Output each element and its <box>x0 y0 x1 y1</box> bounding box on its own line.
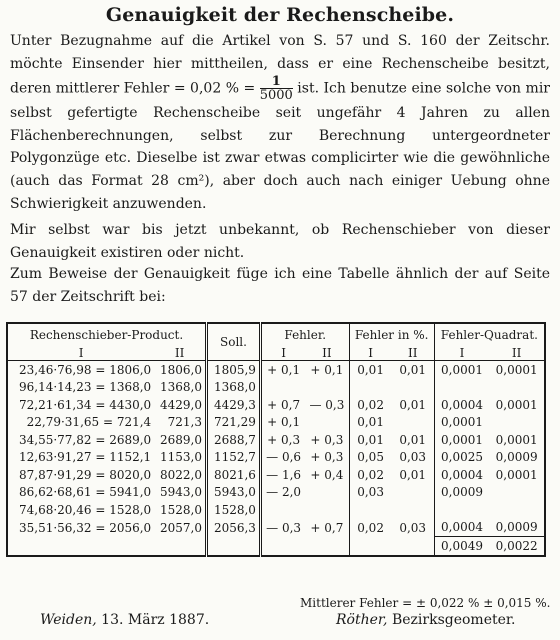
cell-pc2: 0,01 <box>399 432 427 447</box>
cell-expr: 72,21·61,34 = 4430,0 <box>18 397 152 412</box>
cell-pc2 <box>392 414 435 432</box>
cell-pc1: 0,01 <box>349 361 392 379</box>
cell-q1: 0,0004 <box>434 396 489 414</box>
cell-q1: 0,0001 <box>434 361 489 379</box>
cell-pc1: 0,02 <box>349 396 392 414</box>
article-title: Genauigkeit der Rechenscheibe. <box>105 4 455 26</box>
cell-f2 <box>305 484 349 502</box>
cell-f2: + 0,7 <box>310 520 344 535</box>
table-row <box>7 501 545 519</box>
cell-expr: 34,55·77,82 = 2689,0 <box>18 432 152 447</box>
cell-pc2 <box>392 379 435 397</box>
cell-p2: 2689,0 <box>160 432 203 447</box>
cell-p2: 1528,0 <box>160 502 203 517</box>
cell-pc2: 0,01 <box>399 397 427 412</box>
sum-blank <box>305 537 349 556</box>
sum-blank <box>154 537 206 556</box>
cell-q1 <box>434 501 489 519</box>
cell-q2: 0,0001 <box>495 467 538 482</box>
cell-p2: 2057,0 <box>160 520 203 535</box>
table-row <box>7 466 545 484</box>
cell-f1: + 0,1 <box>260 361 305 379</box>
paragraph-1 <box>10 30 550 215</box>
fraction <box>260 75 293 102</box>
paragraph-3: Zum Beweise der Genauigkeit füge ich eine Tabelle ähnlich der auf Seite 57 der Zeitschrift bei: <box>10 266 550 305</box>
cell-pc2: 0,03 <box>399 450 427 465</box>
cell-f1: — 0,3 <box>260 519 305 537</box>
paragraph-2: Mir selbst war bis jetzt unbekannt, ob Rechenschieber von dieser Genauigkeit existiren oder nicht. <box>10 222 550 261</box>
cell-pc1 <box>349 379 392 397</box>
cell-pc2 <box>392 501 435 519</box>
cell-q2 <box>489 484 545 502</box>
sum-q2: 0,0022 <box>489 537 545 556</box>
cell-soll: 2056,3 <box>207 519 261 537</box>
cell-pc1: 0,01 <box>349 431 392 449</box>
mean-error: Mittlerer Fehler = ± 0,022 % ± 0,015 %. <box>300 596 551 610</box>
cell-f2: + 0,4 <box>310 467 344 482</box>
cell-expr: 86,62·68,61 = 5941,0 <box>18 485 152 500</box>
cell-expr: 87,87·91,29 = 8020,0 <box>18 467 152 482</box>
sum-blank <box>260 537 305 556</box>
cell-f1: — 0,6 <box>260 449 305 467</box>
cell-expr: 22,79·31,65 = 721,4 <box>26 415 152 430</box>
cell-f2: — 0,3 <box>309 397 345 412</box>
fraction-numerator: 1 <box>260 75 293 89</box>
cell-soll: 8021,6 <box>207 466 261 484</box>
header-quadrat: Fehler-Quadrat. <box>434 323 545 346</box>
table-row <box>7 396 545 414</box>
sum-q1: 0,0049 <box>434 537 489 556</box>
cell-soll: 1805,9 <box>207 361 261 379</box>
cell-q1: 0,0009 <box>434 484 489 502</box>
cell-expr: 35,51·56,32 = 2056,0 <box>18 520 152 535</box>
cell-pc1: 0,02 <box>349 466 392 484</box>
table-row <box>7 379 545 397</box>
footer-author-name: Röther, <box>336 612 388 628</box>
header-ii: II <box>392 346 435 361</box>
footer-place-date <box>40 612 209 628</box>
cell-pc2: 0,01 <box>399 467 427 482</box>
sum-blank <box>7 537 154 556</box>
footer-date: 13. März 1887. <box>96 612 210 628</box>
cell-soll: 5943,0 <box>207 484 261 502</box>
cell-pc1: 0,05 <box>349 449 392 467</box>
cell-pc1: 0,01 <box>349 414 392 432</box>
sum-blank <box>207 537 261 556</box>
cell-q1: 0,0025 <box>434 449 489 467</box>
cell-p2: 8022,0 <box>160 467 203 482</box>
header-i: I <box>434 346 489 361</box>
cell-f2 <box>305 414 349 432</box>
cell-p2: 1806,0 <box>160 362 203 377</box>
cell-soll: 1152,7 <box>207 449 261 467</box>
cell-f2: + 0,1 <box>310 362 344 377</box>
sum-blank <box>392 537 435 556</box>
cell-f2: + 0,3 <box>310 432 344 447</box>
cell-f1: — 1,6 <box>260 466 305 484</box>
cell-f1: + 0,1 <box>260 414 305 432</box>
cell-f1: — 2,0 <box>260 484 305 502</box>
table-row <box>7 484 545 502</box>
header-i: I <box>260 346 305 361</box>
cell-q2: 0,0009 <box>495 450 538 465</box>
footer-author <box>336 612 516 628</box>
table-row <box>7 361 545 379</box>
cell-p2: 5943,0 <box>160 485 203 500</box>
cell-p2: 1153,0 <box>160 450 203 465</box>
cell-f2: + 0,3 <box>310 450 344 465</box>
fraction-denominator: 5000 <box>259 88 293 104</box>
header-fehler-pct: Fehler in %. <box>349 323 434 346</box>
cell-q2: 0,0001 <box>495 362 538 377</box>
cell-pc2 <box>392 484 435 502</box>
cell-f1: + 0,3 <box>260 431 305 449</box>
header-product: Rechenschieber-Product. <box>29 328 184 342</box>
table-row <box>7 431 545 449</box>
cell-pc2: 0,03 <box>399 520 427 535</box>
cell-f2 <box>305 501 349 519</box>
cell-q2: 0,0009 <box>495 520 538 535</box>
paragraph-1-before: Unter Bezugnahme auf die Artikel von S. 57 und S. 160 der Zeitschr. möchte Einsender hier mittheilen, dass er eine Rechenscheibe besitzt, deren mittlerer Fehler = 0,02 % = <box>10 33 550 97</box>
sum-blank <box>349 537 392 556</box>
cell-f1: + 0,7 <box>260 396 305 414</box>
cell-q2: 0,0001 <box>495 397 538 412</box>
cell-q2 <box>489 379 545 397</box>
footer-place: Weiden, <box>40 612 97 628</box>
cell-expr: 23,46·76,98 = 1806,0 <box>18 362 152 377</box>
cell-soll: 1528,0 <box>207 501 261 519</box>
table-row <box>7 519 545 537</box>
cell-pc2: 0,01 <box>399 362 427 377</box>
cell-q2: 0,0001 <box>495 432 538 447</box>
error-table <box>6 322 546 557</box>
cell-f1 <box>260 379 305 397</box>
cell-f1 <box>260 501 305 519</box>
cell-p2: 721,3 <box>167 415 203 430</box>
cell-soll: 2688,7 <box>207 431 261 449</box>
cell-p2: 1368,0 <box>160 380 203 395</box>
sum-row <box>7 537 545 556</box>
table-body <box>7 361 545 556</box>
cell-soll: 1368,0 <box>207 379 261 397</box>
footer-role: Bezirksgeometer. <box>387 612 516 628</box>
cell-q1: 0,0001 <box>434 414 489 432</box>
cell-pc1: 0,03 <box>349 484 392 502</box>
cell-q1: 0,0004 <box>434 519 489 537</box>
cell-pc1 <box>349 501 392 519</box>
header-ii: II <box>154 346 206 361</box>
cell-q1: 0,0001 <box>434 431 489 449</box>
cell-q2 <box>489 414 545 432</box>
cell-pc1: 0,02 <box>349 519 392 537</box>
paragraph-1-after: ist. Ich benutze eine solche von mir selbst gefertigte Rechenscheibe seit ungefähr 4 Jahren zu allen Flächenberechnungen, selbst zur Berechnung untergeordneter Polygonzüge etc. Dieselbe ist zwar etwas complicirter wie die gewöhnliche (auch das Format 28 cm²), aber doch auch nach einiger Uebung ohne Schwierigkeit anzuwenden. <box>10 80 550 212</box>
cell-soll: 4429,3 <box>207 396 261 414</box>
cell-expr: 12,63·91,27 = 1152,1 <box>18 450 152 465</box>
cell-q1 <box>434 379 489 397</box>
cell-q1: 0,0004 <box>434 466 489 484</box>
cell-expr: 74,68·20,46 = 1528,0 <box>18 502 152 517</box>
cell-soll: 721,29 <box>207 414 261 432</box>
table-row <box>7 414 545 432</box>
header-ii: II <box>489 346 545 361</box>
header-fehler: Fehler. <box>260 323 349 346</box>
cell-p2: 4429,0 <box>160 397 203 412</box>
cell-expr: 96,14·14,23 = 1368,0 <box>18 380 152 395</box>
cell-f2 <box>305 379 349 397</box>
header-i: I <box>7 346 154 361</box>
header-soll: Soll. <box>207 323 261 361</box>
cell-q2 <box>489 501 545 519</box>
table-row <box>7 449 545 467</box>
header-i: I <box>349 346 392 361</box>
header-ii: II <box>305 346 349 361</box>
